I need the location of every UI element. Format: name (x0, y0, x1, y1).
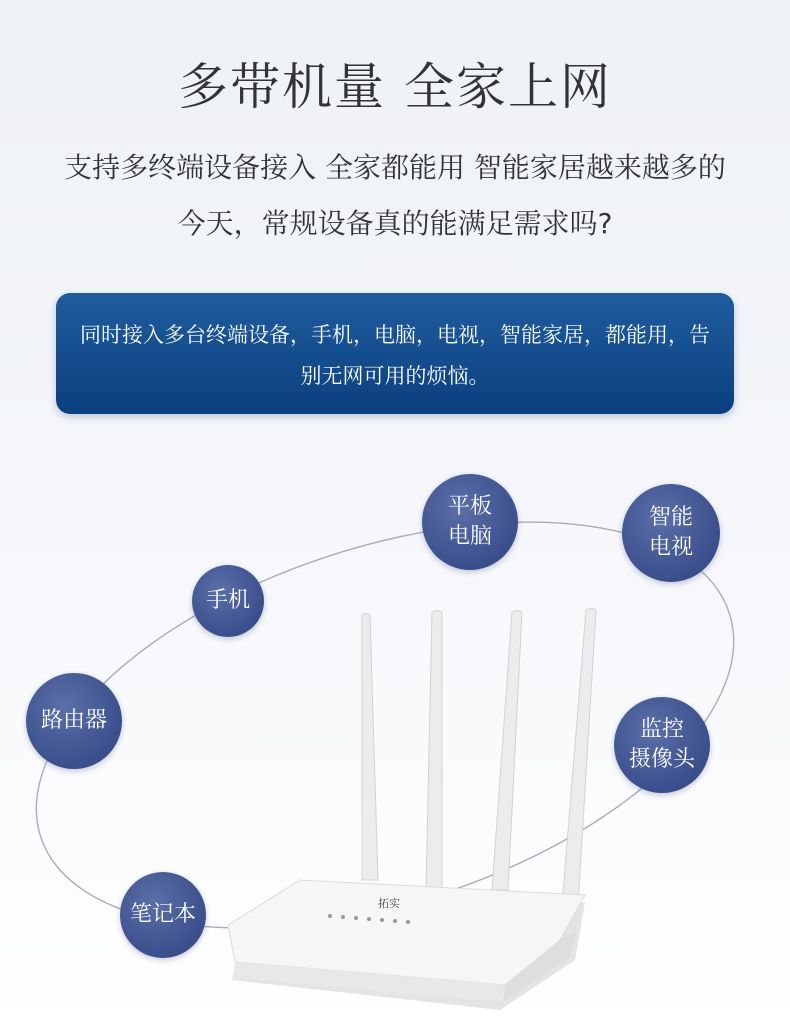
info-banner (56, 293, 734, 414)
router-body (228, 880, 585, 1010)
device-phone (192, 565, 264, 637)
device-router (26, 673, 122, 769)
device-phone-label: 手机 (205, 588, 250, 613)
device-laptop-label: 笔记本 (129, 902, 196, 927)
page-title: 多带机量 全家上网 (178, 58, 612, 116)
device-laptop (120, 872, 206, 958)
page-subtitle: 支持多终端设备接入 全家都能用 智能家居越来越多的今天，常规设备真的能满足需求吗? (64, 151, 726, 240)
antennas (362, 609, 596, 906)
banner-text: 同时接入多台终端设备，手机，电脑，电视，智能家居，都能用，告别无网可用的烦恼。 (80, 323, 710, 388)
device-router-label: 路由器 (40, 708, 107, 733)
device-tv (622, 484, 720, 582)
device-camera (614, 697, 710, 793)
router-brand-logo: 拓实 (378, 897, 400, 910)
device-tablet (422, 474, 518, 570)
device-tablet-label: 平板 电脑 (447, 494, 492, 549)
device-camera-label: 监控 摄像头 (628, 717, 695, 772)
device-tv-label: 智能 电视 (648, 505, 693, 560)
